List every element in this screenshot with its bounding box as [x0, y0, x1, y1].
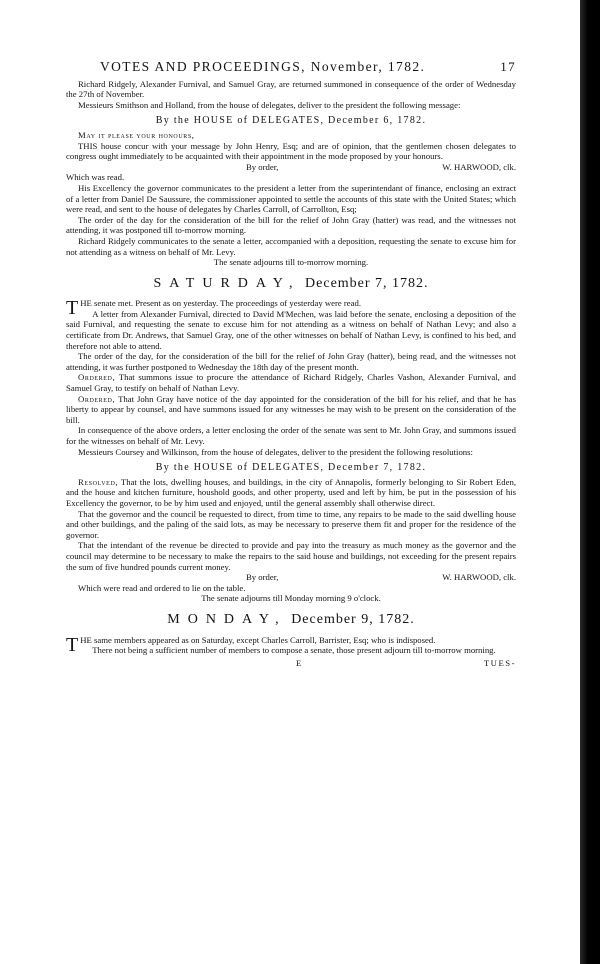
day-name: MONDAY, [167, 611, 287, 627]
adjournment-note: The senate adjourns till to-morrow morning. [213, 257, 369, 268]
resolution: Resolved, That the lots, dwelling houses, and buildings, in the city of Annapolis, formerly belonging to Sir Robert Eden, and the house and kitchen furniture, houshold goods, and other property, used and left by him, be put in the possession of his Excellency the governor, to be by him used and enjoyed, until the general assembly shall otherwise direct. [66, 476, 516, 508]
page-number: 17 [500, 59, 516, 74]
message-heading [66, 115, 516, 127]
paragraph: A letter from Alexander Furnival, directed to David M'Mechen, was laid before the senate, enclosing a deposition of the said Furnival, and requesting the senate to excuse him for not attending as a witness on behalf of Nathan Levy; and also a certificate from Dr. Andrews, that Samuel Gray, one of the other witnesses on behalf of Nathan Levy, is confined to his bed, and therefore not able to attend. [66, 308, 516, 351]
message-heading-text: By the HOUSE of DELEGATES, December 6, 1782. [155, 115, 427, 127]
message-signature-line [66, 162, 516, 173]
drop-cap: T [66, 633, 79, 656]
paragraph: Messieurs Coursey and Wilkinson, from the house of delegates, deliver to the president the following resolutions: [78, 446, 473, 457]
document-page [66, 59, 516, 668]
paragraph: Ordered, That summons issue to procure the attendance of Richard Ridgely, Charles Vashon, Alexander Furnival, and Samuel Gray, to testify on behalf of Nathan Levy. [66, 372, 516, 394]
message-body: THIS house concur with your message by John Henry, Esq; and are of opinion, that the gentlemen chosen delegates to congress ought immediately to be acquainted with their appointment in the mode proposed by your honours. [66, 140, 516, 162]
paragraph: In consequence of the above orders, a letter enclosing the order of the senate was sent to Mr. John Gray, and summons issued for the witnesses on behalf of Mr. Levy. [66, 425, 516, 446]
ordered-lead: Ordered, [78, 393, 116, 404]
message-signature-line [66, 572, 516, 583]
paragraph: There not being a sufficient number of members to compose a senate, those present adjourn till to-morrow morning. [92, 645, 496, 656]
day-heading-saturday [66, 275, 516, 291]
day-heading-monday [66, 611, 516, 627]
message-heading-text: By the HOUSE of DELEGATES, December 7, 1782. [155, 462, 427, 474]
paragraph: The order of the day, for the consideration of the bill for the relief of John Gray (hatter), being read, and the witnesses not attending, it was further postponed to Wednesday the 18th day of the present month. [66, 351, 516, 372]
paragraph: THE same members appeared as on Saturday, except Charles Carroll, Barrister, Esq; who is indisposed. [66, 633, 436, 656]
signature-mark: E [296, 657, 302, 668]
clerk-signature: W. HARWOOD, clk. [442, 161, 516, 172]
catchword: TUES- [483, 657, 516, 668]
message-heading [66, 462, 516, 474]
by-order: By order, [246, 161, 279, 172]
paragraph: Richard Ridgely, Alexander Furnival, and Samuel Gray, are returned summoned in consequence of the order of Wednesday the 27th of November. [66, 78, 516, 100]
resolution: That the governor and the council be requested to direct, from time to time, any repairs to be made to the said dwelling house and other buildings, and the paling of the said lots, as may be necessary to preserve them fit and proper for the residence of the governor. [66, 508, 516, 540]
resolution: That the intendant of the revenue be directed to provide and pay into the treasury as much money as the governor and the council may determine to be necessary to make the repairs to the said house and buildings, not exceeding for the present repairs the sum of five hundred pounds current money. [66, 540, 516, 572]
resolved-lead: Resolved, [78, 476, 119, 487]
running-head [66, 59, 516, 74]
paragraph: Which were read and ordered to lie on the table. [78, 582, 246, 593]
drop-cap: T [66, 297, 79, 320]
paragraph: The order of the day for the consideration of the bill for the relief of John Gray (hatter) was read, and the witnesses not attending, it was postponed till to-morrow morning. [66, 214, 516, 236]
day-date: December 9, 1782. [291, 611, 415, 627]
running-head-title: VOTES AND PROCEEDINGS, November, 1782. [100, 59, 426, 74]
paragraph: Ordered, That John Gray have notice of the day appointed for the consideration of the bill for his relief, and that he has liberty to appear by counsel, and have summons issued for any witnesses he may wish to be present on the consideration of the bill. [66, 393, 516, 425]
adjournment-note: The senate adjourns till Monday morning 9 o'clock. [201, 593, 381, 604]
paragraph: Messieurs Smithson and Holland, from the house of delegates, deliver to the president the following message: [78, 99, 461, 110]
page-footer [66, 658, 516, 669]
ordered-lead: Ordered, [78, 372, 116, 383]
paragraph: Richard Ridgely communicates to the senate a letter, accompanied with a deposition, requesting the senate to excuse him for not attending as a witness on behalf of Mr. Levy. [66, 235, 516, 257]
clerk-signature: W. HARWOOD, clk. [442, 572, 516, 583]
day-name: SATURDAY, [153, 275, 301, 291]
paragraph: His Excellency the governor communicates to the president a letter from the superintendant of finance, enclosing an extract of a letter from Daniel De Saussure, the commissioner appointed to settle the accounts of this state with the United States; which were read, and sent to the house of delegates by Charles Carroll, of Carrollton, Esq; [66, 182, 516, 215]
book-spine-shadow [580, 0, 600, 964]
paragraph: THE senate met. Present as on yesterday. The proceedings of yesterday were read. [66, 297, 362, 320]
paragraph: Which was read. [66, 172, 125, 183]
day-date: December 7, 1782. [305, 275, 429, 291]
by-order: By order, [246, 572, 279, 583]
message-salutation: May it please your honours, [78, 129, 195, 140]
